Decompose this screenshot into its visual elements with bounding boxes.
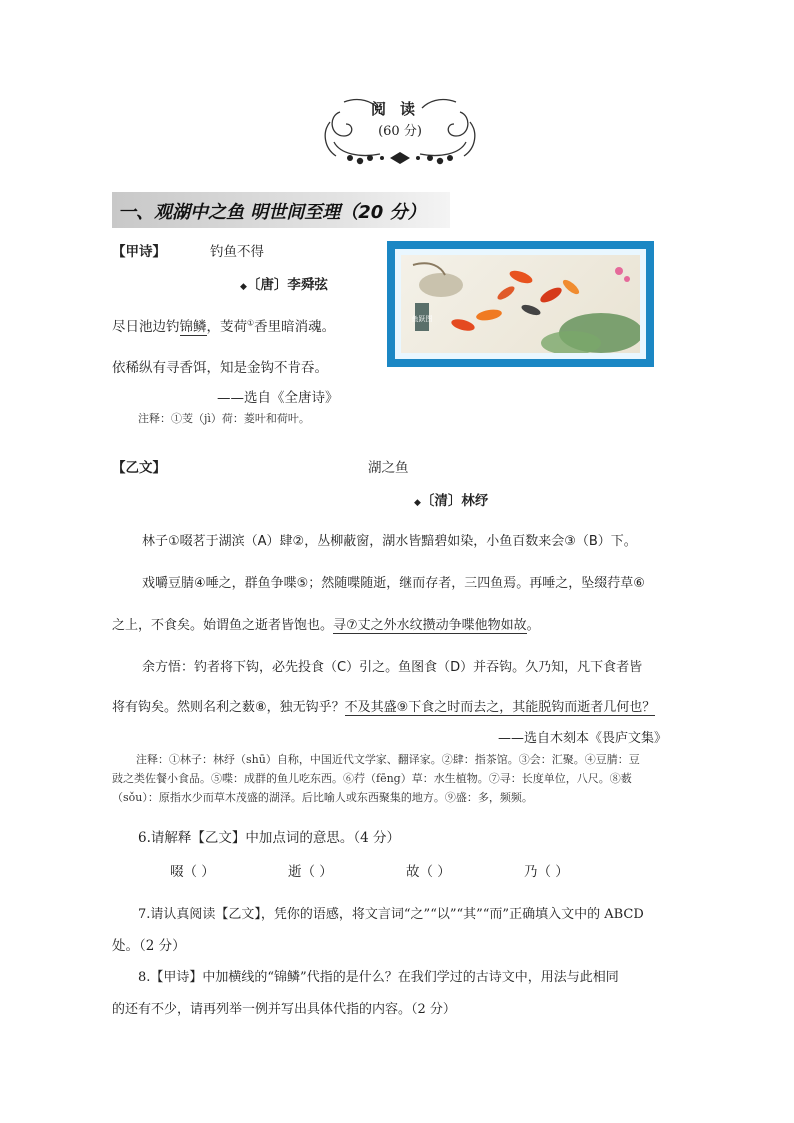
koi-painting [387, 241, 654, 367]
question-8-line-1: 8.【甲诗】中加横线的“锦鳞”代指的是什么？在我们学过的古诗文中，用法与此相同 [138, 970, 619, 985]
diamond-bullet-icon: ◆ [414, 498, 421, 508]
prose-title: 湖之鱼 [368, 460, 409, 476]
diamond-bullet-icon: ◆ [240, 282, 247, 292]
poem-tag: 【甲诗】 [112, 244, 166, 260]
poem-source: ——选自《全唐诗》 [217, 390, 339, 406]
section-title: 一、观湖中之鱼 明世间至理（20 分） [118, 202, 426, 223]
q6-item: 乃（ ） [524, 864, 569, 880]
prose-source: ——选自木刻本《畏庐文集》 [498, 731, 668, 746]
page-title: 阅读 [370, 100, 429, 118]
section-banner [112, 192, 450, 228]
q6-item: 啜（ ） [170, 864, 215, 880]
prose-notes-line-2: 豉之类佐餐小食品。⑤喋：成群的鱼儿吃东西。⑥荇（fēng）草：水生植物。⑦寻：长度单位，八尺。⑧薮 [112, 772, 632, 785]
question-7-line-1: 7.请认真阅读【乙文】，凭你的语感，将文言词“之”“以”“其”“而”正确填入文中的 ABCD [138, 907, 644, 922]
page-score: (60 分) [378, 124, 422, 139]
q6-item: 逝（ ） [288, 864, 333, 880]
poem-title: 钓鱼不得 [210, 244, 264, 260]
section-header [320, 92, 480, 172]
question-8-line-2: 的还有不少，请再列举一例并写出具体代指的内容。（2 分） [112, 1002, 456, 1017]
prose-paragraph-3-line-2: 将有钩矣。然则名利之薮⑧，独无钩乎？不及其盛⑨下食之时而去之，其能脱钩而逝者几何也？ [112, 700, 656, 715]
q6-item: 故（ ） [406, 864, 451, 880]
prose-author: ◆〔清〕林纾 [414, 493, 489, 509]
underlined-word: 锦鳞 [179, 319, 207, 335]
question-7-line-2: 处。（2 分） [112, 938, 186, 954]
prose-paragraph-1: 林子①啜茗于湖滨（A）肆②，丛柳蔽窗，湖水皆黯碧如染，小鱼百数来会③（B）下。 [142, 534, 637, 549]
prose-paragraph-2-line-1: 戏嚼豆腈④唾之，群鱼争喋⑤；然随喋随逝，继而存者，三四鱼焉。再唾之，坠缀荇草⑥ [142, 576, 645, 591]
prose-notes-line-3: （sǒu）：原指水少而草木茂盛的湖泽。后比喻人或东西聚集的地方。⑨盛：多，频频。 [112, 791, 533, 804]
prose-paragraph-3-line-1: 余方悟：钓者将下钩，必先投食（C）引之。鱼图食（D）并吞钩。久乃知，凡下食者皆 [142, 660, 643, 675]
underlined-sentence: 寻⑦丈之外水纹攒动争喋他物如故 [333, 618, 527, 633]
prose-notes-line-1: 注释：①林子：林纾（shū）自称，中国近代文学家、翻译家。②肆：指茶馆。③会：汇聚。④豆腈：豆 [136, 753, 640, 766]
poem-line-2: 依稀纵有寻香饵，知是金钩不肯吞。 [112, 360, 328, 376]
koi-fish-illustration [401, 255, 640, 353]
prose-paragraph-2-line-2: 之上，不食矣。始谓鱼之逝者皆饱也。寻⑦丈之外水纹攒动争喋他物如故。 [112, 618, 540, 633]
prose-tag: 【乙文】 [112, 460, 166, 476]
underlined-sentence: 不及其盛⑨下食之时而去之，其能脱钩而逝者几何也？ [344, 700, 656, 715]
poem-line-1: 尽日池边钓锦鳞，芰荷①香里暗消魂。 [112, 318, 336, 335]
painting-seal: 鱼跃图 [411, 315, 433, 323]
poem-author: ◆〔唐〕李舜弦 [240, 277, 328, 293]
question-6: 6.请解释【乙文】中加点词的意思。（4 分） [138, 830, 401, 846]
poem-note: 注释：①芰（jì）荷：菱叶和荷叶。 [138, 412, 310, 425]
